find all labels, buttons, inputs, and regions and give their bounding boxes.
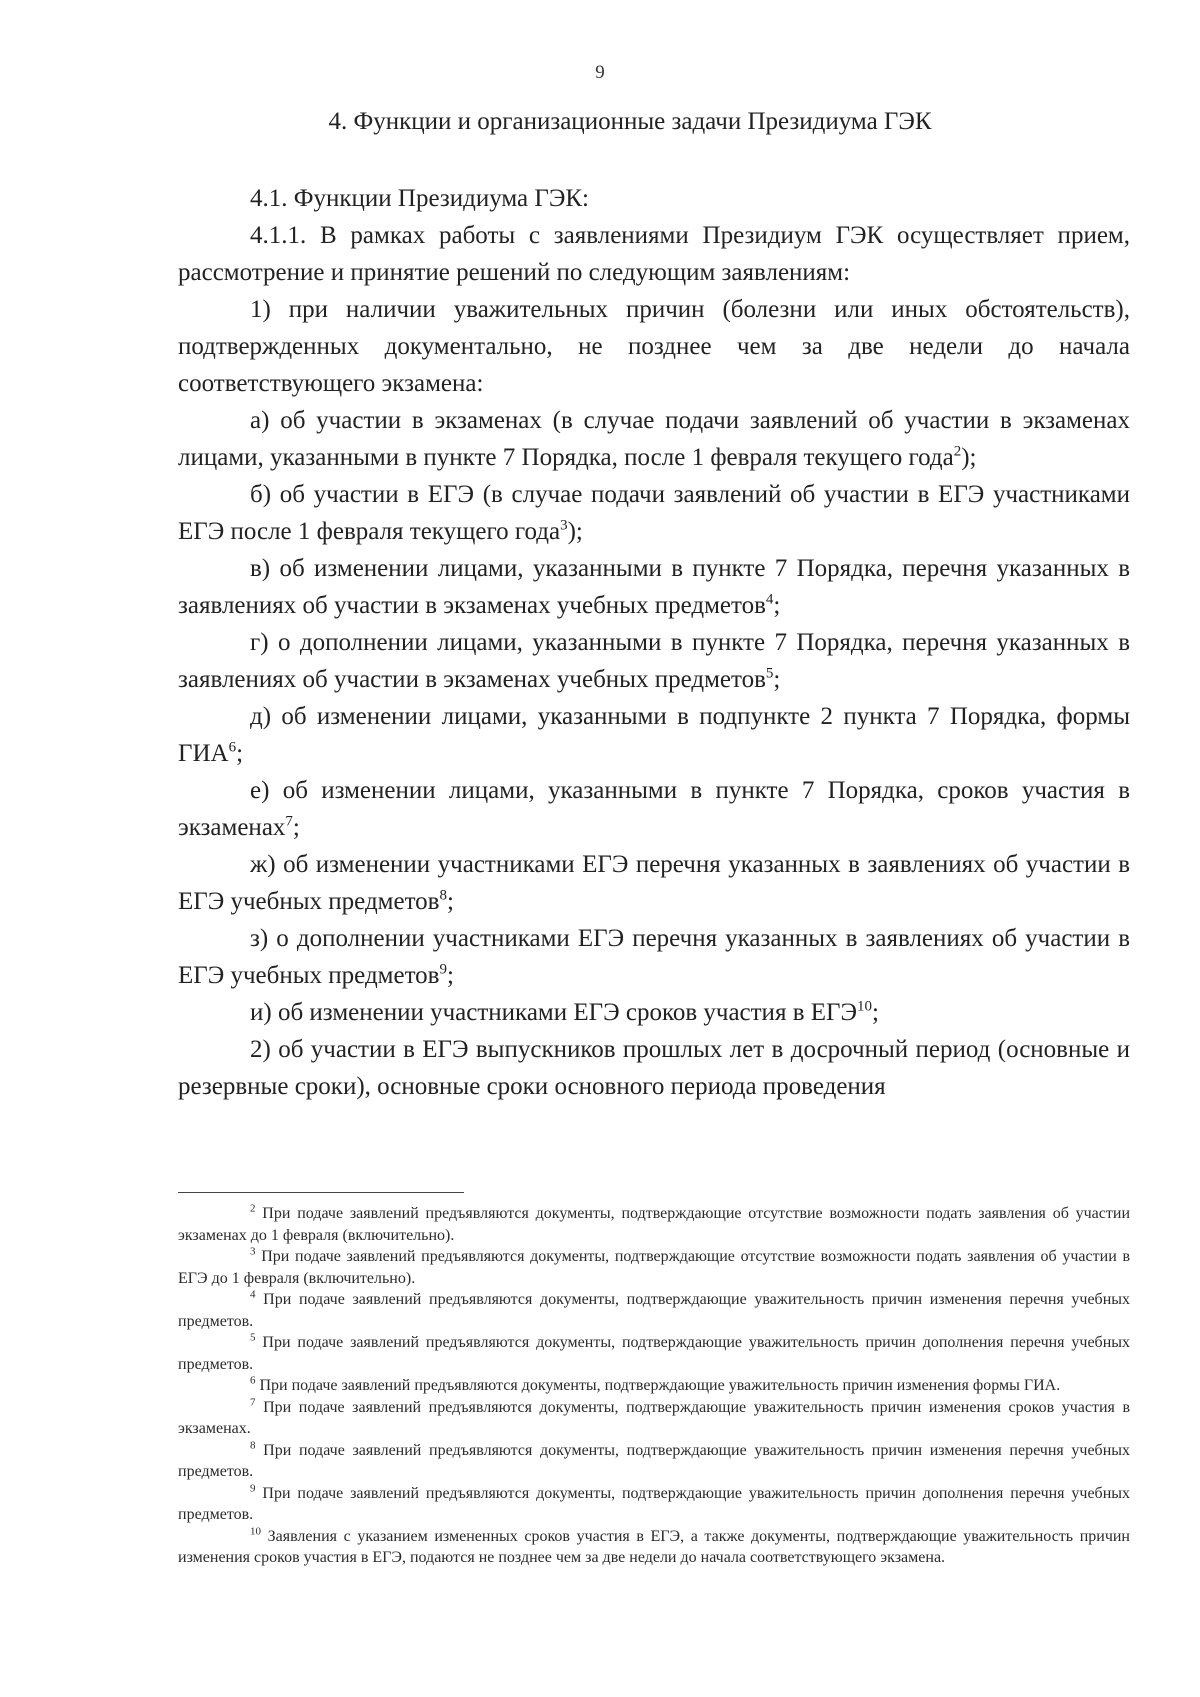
footnote-ref: 2	[953, 443, 962, 460]
footnote-ref: 6	[228, 739, 237, 756]
footnote-ref: 10	[856, 998, 872, 1015]
footnotes	[178, 1203, 1130, 1569]
paragraph-4-1-1: 4.1.1. В рамках работы с заявлениями Президиум ГЭК осуществляет прием, рассмотрение и принятие решений по следующим заявлениям:	[178, 222, 1130, 286]
footnote: $^4$ При подаче заявлений предъявляются документы, подтверждающие уважительность причин изменения перечня учебных предметов.	[178, 1288, 1131, 1330]
footnote-ref: 3	[560, 517, 568, 534]
footnote-ref: 7	[285, 813, 293, 830]
paragraph-item-zh: ж) об изменении участниками ЕГЭ перечня указанных в заявлениях об участии в ЕГЭ учебных предметов$^8$;	[178, 851, 1130, 915]
paragraph-item-i: и) об изменении участниками ЕГЭ сроков участия в ЕГЭ$^{10}$;	[250, 998, 879, 1026]
paragraph-item-e: е) об изменении лицами, указанными в пункте 7 Порядка, сроков участия в экзаменах$^7$;	[178, 777, 1130, 841]
paragraph-item-b: б) об участии в ЕГЭ (в случае подачи заявлений об участии в ЕГЭ участниками ЕГЭ после 1 февраля текущего года$^3$);	[178, 481, 1130, 545]
footnote: $^2$ При подаче заявлений предъявляются документы, подтверждающие отсутствие возможности подать заявления об участии экзаменах до 1 февраля (включительно).	[178, 1202, 1130, 1244]
paragraph-item-a: а) об участии в экзаменах (в случае подачи заявлений об участии в экзаменах лицами, указанными в пункте 7 Порядка, после 1 февраля текущего года$^2$);	[178, 407, 1130, 471]
paragraph-item-2: 2) об участии в ЕГЭ выпускников прошлых лет в досрочный период (основные и резервные сроки), основные сроки основного периода проведения	[178, 1036, 1130, 1100]
footnote: $^{10}$ Заявления с указанием измененных сроков участия в ЕГЭ, а также документы, подтверждающие уважительность причин изменения сроков участия в ЕГЭ, подаются не позднее чем за две недели до начала соответствующего экзамена.	[178, 1525, 1130, 1566]
footnote-ref: 8	[439, 887, 447, 904]
paragraph-item-g: г) о дополнении лицами, указанными в пункте 7 Порядка, перечня указанных в заявлениях об участии в экзаменах учебных предметов$^5$;	[178, 629, 1130, 693]
paragraph-item-1: 1) при наличии уважительных причин (болезни или иных обстоятельств), подтвержденных документально, не позднее чем за две недели до начала соответствующего экзамена:	[178, 296, 1130, 397]
footnote: $^9$ При подаче заявлений предъявляются документы, подтверждающие уважительность причин дополнения перечня учебных предметов.	[178, 1482, 1131, 1523]
footnote-ref: 9	[439, 961, 447, 978]
footnote-divider	[178, 1192, 464, 1193]
page-number: 9	[595, 62, 605, 83]
footnote: $^8$ При подаче заявлений предъявляются документы, подтверждающие уважительность причин изменения перечня учебных предметов.	[178, 1439, 1131, 1480]
body-text	[178, 180, 1130, 1105]
footnote: $^6$ При подаче заявлений предъявляются документы, подтверждающие уважительность причин изменения формы ГИА.	[250, 1374, 1061, 1394]
section-title: 4. Функции и организационные задачи Президиума ГЭК	[328, 108, 932, 135]
footnote: $^3$ При подаче заявлений предъявляются документы, подтверждающие отсутствие возможности подать заявления об участии в ЕГЭ до 1 февраля (включительно).	[178, 1245, 1131, 1287]
footnote-ref: 5	[765, 665, 774, 682]
footnote-ref: 4	[765, 591, 774, 608]
paragraph-item-z: з) о дополнении участниками ЕГЭ перечня указанных в заявлениях об участии в ЕГЭ учебных предметов$^9$;	[178, 925, 1130, 989]
paragraph-item-d: д) об изменении лицами, указанными в подпункте 2 пункта 7 Порядка, формы ГИА$^6$;	[178, 703, 1130, 767]
paragraph-functions-heading: 4.1. Функции Президиума ГЭК:	[250, 185, 589, 212]
footnote: $^5$ При подаче заявлений предъявляются документы, подтверждающие уважительность причин дополнения перечня учебных предметов.	[178, 1331, 1131, 1373]
paragraph-item-v: в) об изменении лицами, указанными в пункте 7 Порядка, перечня указанных в заявлениях об участии в экзаменах учебных предметов$^4$;	[178, 555, 1130, 619]
footnote: $^7$ При подаче заявлений предъявляются документы, подтверждающие уважительность причин изменения сроков участия в экзаменах.	[178, 1396, 1131, 1437]
